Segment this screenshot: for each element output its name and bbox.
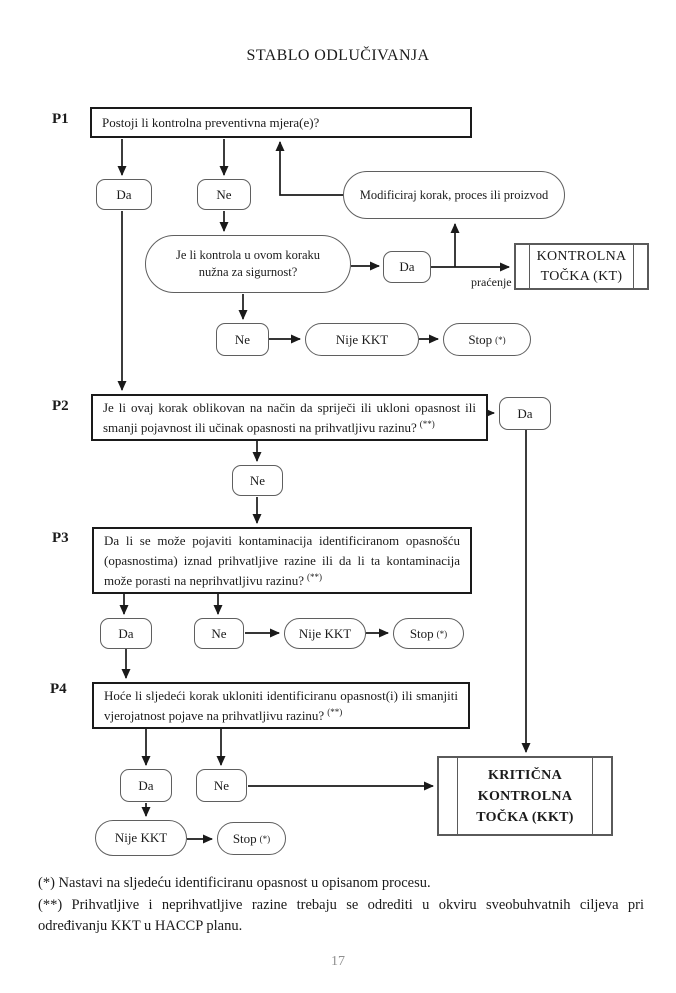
node-da-p2: Da	[499, 397, 551, 430]
node-da-control: Da	[383, 251, 431, 283]
kkt-line3: TOČKA (KKT)	[476, 809, 574, 825]
node-da-p4: Da	[120, 769, 172, 802]
critical-control-point-box	[437, 756, 613, 836]
footnote-double-asterisk: (**) Prihvatljive i neprihvatljive razine trebaju se odrediti u okviru sveobuhvatnih ciljeva pri određivanju KKT u HACCP planu.	[38, 896, 644, 934]
question-box-p2	[91, 394, 488, 441]
page-title: STABLO ODLUČIVANJA	[246, 47, 430, 64]
control-point-box	[514, 243, 649, 290]
pp-bar-right	[633, 245, 634, 288]
page-number: 17	[331, 954, 345, 969]
node-stop-2: Stop (*)	[393, 618, 464, 649]
node-da-p3: Da	[100, 618, 152, 649]
kkt-line2: KONTROLNA	[477, 788, 573, 804]
stop-text: Stop	[468, 331, 493, 347]
node-modify-step: Modificiraj korak, proces ili proizvod	[343, 171, 565, 219]
node-ne-control: Ne	[216, 323, 269, 356]
step-label-p1: P1	[52, 111, 69, 127]
node-nije-kkt-2: Nije KKT	[284, 618, 366, 649]
stop-text: Stop	[409, 625, 434, 641]
question-p2-footnote-mark: (**)	[419, 418, 435, 429]
step-label-p2: P2	[52, 398, 69, 414]
node-da-p1: Da	[96, 179, 152, 210]
question-p4-footnote-mark: (**)	[327, 706, 343, 717]
step-label-p3: P3	[52, 530, 69, 546]
question-p3-footnote-mark: (**)	[306, 571, 322, 582]
node-nije-kkt-1: Nije KKT	[305, 323, 419, 356]
kkt-line1: KRITIČNA	[488, 767, 562, 783]
question-box-p1	[90, 107, 472, 138]
kt-line1: KONTROLNA	[536, 248, 627, 264]
pp-bar-left	[457, 758, 458, 834]
node-ne-p4: Ne	[196, 769, 247, 802]
question-box-p4	[92, 682, 470, 729]
question-text-p4: Hoće li sljedeći korak ukloniti identificiranu opasnost(i) ili smanjiti vjerojatnost pojave na prihvatljivu razinu?	[104, 688, 458, 723]
question-text-p2: Je li ovaj korak oblikovan na način da spriječi ili ukloni opasnost ili smanji pojavnost ili učinak opasnosti na prihvatljivu razinu?	[103, 400, 476, 435]
node-ne-p1: Ne	[197, 179, 251, 210]
pp-bar-right	[592, 758, 593, 834]
monitoring-label: praćenje	[471, 275, 512, 289]
node-control-question: Je li kontrola u ovom koraku nužna za sigurnost?	[145, 235, 351, 293]
question-box-p3	[92, 527, 472, 594]
node-ne-p2: Ne	[232, 465, 283, 496]
footnotes	[38, 873, 644, 938]
question-text-p3: Da li se može pojaviti kontaminacija identificiranom opasnošću (opasnostima) iznad prihvatljive razine ili da li ta kontaminacija može porasti na neprihvatljivu razinu?	[104, 533, 460, 588]
kt-line2: TOČKA (KT)	[540, 268, 623, 284]
question-text-p1: Postoji li kontrolna preventivna mjera(e)?	[102, 114, 320, 130]
stop-text: Stop	[232, 830, 257, 846]
pp-bar-left	[529, 245, 530, 288]
node-nije-kkt-3: Nije KKT	[95, 820, 187, 856]
node-stop-3: Stop (*)	[217, 822, 286, 855]
step-label-p4: P4	[50, 681, 67, 697]
node-stop-1: Stop (*)	[443, 323, 531, 356]
node-ne-p3: Ne	[194, 618, 244, 649]
footnote-single-asterisk: (*) Nastavi na sljedeću identificiranu opasnost u opisanom procesu.	[38, 875, 431, 891]
